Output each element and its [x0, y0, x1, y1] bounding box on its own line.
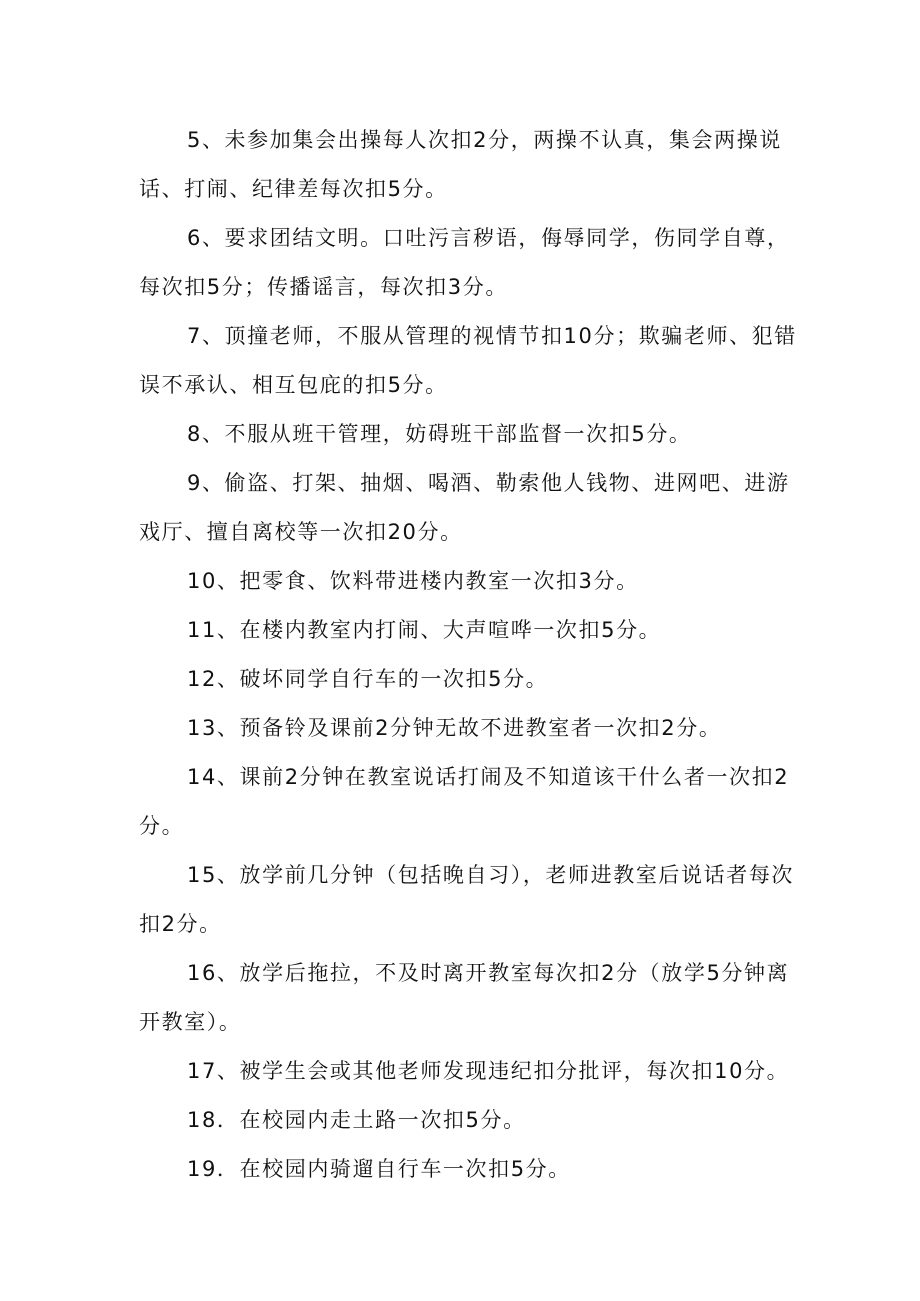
rule-item-15: 15、放学前几分钟（包括晚自习），老师进教室后说话者每次扣2分。 [139, 863, 795, 936]
rule-item-8: 8、不服从班干管理，妨碍班干部监督一次扣5分。 [187, 422, 692, 446]
rule-item-9: 9、偷盗、打架、抽烟、喝酒、勒索他人钱物、进网吧、进游戏厅、擅自离校等一次扣20分。 [139, 471, 790, 544]
rule-item-16: 16、放学后拖拉，不及时离开教室每次扣2分（放学5分钟离开教室）。 [139, 961, 790, 1034]
rule-item-13: 13、预备铃及课前2分钟无故不进教室者一次扣2分。 [187, 716, 722, 740]
rule-item-5: 5、未参加集会出操每人次扣2分，两操不认真，集会两操说话、打闹、纪律差每次扣5分。 [139, 128, 782, 201]
rule-item-11: 11、在楼内教室内打闹、大声喧哗一次扣5分。 [187, 618, 662, 642]
rule-item-10: 10、把零食、饮料带进楼内教室一次扣3分。 [187, 569, 639, 593]
rule-item-7: 7、顶撞老师，不服从管理的视情节扣10分；欺骗老师、犯错误不承认、相互包庇的扣5分。 [139, 324, 797, 397]
rule-item-19: 19．在校园内骑遛自行车一次扣5分。 [187, 1157, 571, 1181]
document-body [139, 116, 799, 1194]
rule-item-14: 14、课前2分钟在教室说话打闹及不知道该干什么者一次扣2分。 [139, 765, 790, 838]
rule-item-17: 17、被学生会或其他老师发现违纪扣分批评，每次扣10分。 [187, 1059, 790, 1083]
rule-item-18: 18．在校园内走土路一次扣5分。 [187, 1108, 526, 1132]
rule-item-12: 12、破坏同学自行车的一次扣5分。 [187, 667, 549, 691]
rule-item-6: 6、要求团结文明。口吐污言秽语，侮辱同学，伤同学自尊，每次扣5分；传播谣言，每次扣3分。 [139, 226, 790, 299]
